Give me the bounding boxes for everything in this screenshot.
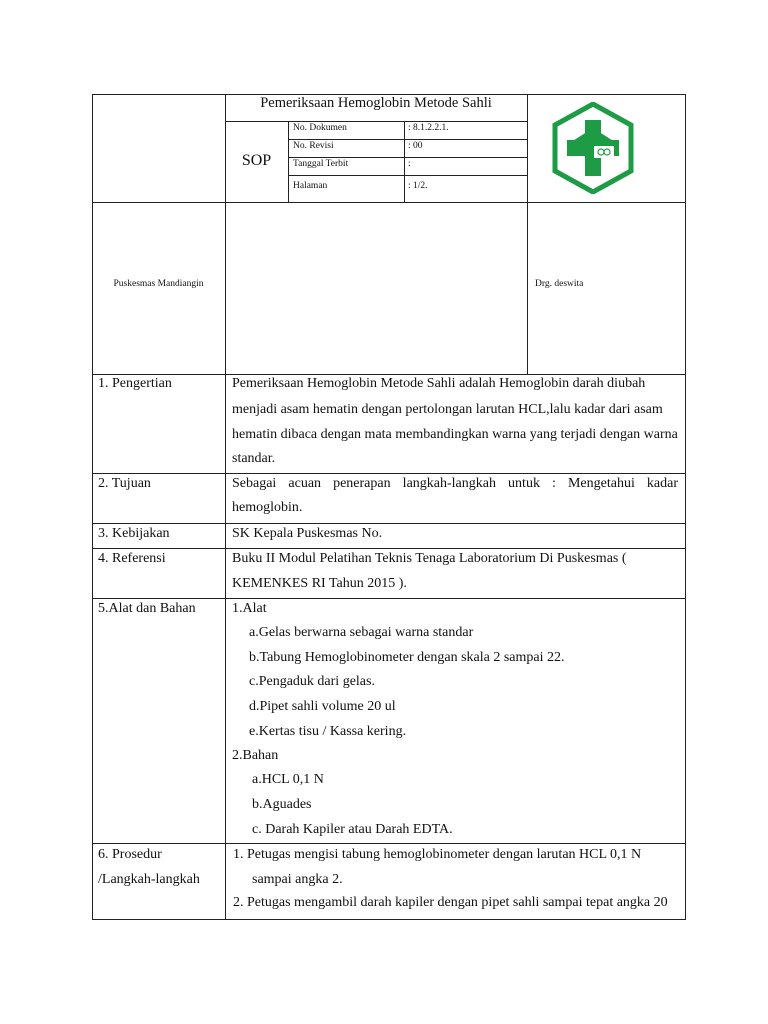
prosedur-step: sampai angka 2.	[252, 872, 343, 887]
section-label-alat-bahan: 5.Alat dan Bahan	[98, 601, 196, 616]
field-label-no-dokumen: No. Dokumen	[293, 123, 347, 133]
section-label-referensi: 4. Referensi	[98, 551, 166, 566]
prosedur-step: 1. Petugas mengisi tabung hemoglobinometer dengan larutan HCL 0,1 N	[233, 847, 642, 862]
sop-label: SOP	[241, 152, 272, 169]
alat-item: b.Tabung Hemoglobinometer dengan skala 2 sampai 22.	[249, 650, 565, 665]
referensi-line: KEMENKES RI Tahun 2015 ).	[232, 576, 407, 591]
kebijakan-line: SK Kepala Puskesmas No.	[232, 526, 383, 541]
prosedur-step: 2. Petugas mengambil darah kapiler dengan pipet sahli sampai tepat angka 20	[233, 895, 668, 910]
bahan-title: 2.Bahan	[232, 748, 279, 763]
alat-item: a.Gelas berwarna sebagai warna standar	[249, 625, 474, 640]
alat-item: d.Pipet sahli volume 20 ul	[249, 699, 396, 714]
bahan-item: c. Darah Kapiler atau Darah EDTA.	[252, 822, 453, 837]
section-label-kebijakan: 3. Kebijakan	[98, 526, 170, 541]
alat-title: 1.Alat	[232, 601, 267, 616]
signatory-name: Drg. deswita	[535, 279, 584, 289]
field-value-tanggal-terbit: :	[408, 159, 411, 169]
field-label-halaman: Halaman	[293, 181, 328, 191]
section-label-prosedur: 6. Prosedur	[98, 847, 162, 862]
field-value-halaman: : 1/2.	[408, 181, 428, 191]
field-value-no-dokumen: : 8.1.2.2.1.	[408, 123, 449, 133]
bahan-item: a.HCL 0,1 N	[252, 772, 324, 787]
pengertian-line: hematin dibaca dengan mata membandingkan warna yang terjadi dengan warna	[232, 427, 678, 442]
section-label-pengertian: 1. Pengertian	[98, 376, 172, 391]
field-label-tanggal-terbit: Tanggal Terbit	[293, 159, 349, 169]
pengertian-line: standar.	[232, 451, 276, 466]
referensi-line: Buku II Modul Pelatihan Teknis Tenaga Laboratorium Di Puskesmas (	[232, 551, 627, 566]
puskesmas-logo-icon	[552, 102, 634, 194]
pengertian-line: Pemeriksaan Hemoglobin Metode Sahli adalah Hemoglobin darah diubah	[232, 376, 646, 391]
field-value-no-revisi: : 00	[408, 141, 423, 151]
section-label-prosedur-sub: /Langkah-langkah	[98, 872, 200, 887]
tujuan-line: Sebagai acuan penerapan langkah-langkah untuk : Mengetahui kadar	[232, 476, 678, 491]
field-label-no-revisi: No. Revisi	[293, 141, 334, 151]
tujuan-line: hemoglobin.	[232, 500, 303, 515]
section-label-tujuan: 2. Tujuan	[98, 476, 151, 491]
puskesmas-name: Puskesmas Mandiangin	[113, 279, 204, 289]
pengertian-line: menjadi asam hematin dengan pertolongan larutan HCL,lalu kadar dari asam	[232, 402, 663, 417]
bahan-item: b.Aguades	[252, 797, 312, 812]
alat-item: c.Pengaduk dari gelas.	[249, 674, 375, 689]
alat-item: e.Kertas tisu / Kassa kering.	[249, 724, 407, 739]
document-title: Pemeriksaan Hemoglobin Metode Sahli	[260, 95, 492, 111]
